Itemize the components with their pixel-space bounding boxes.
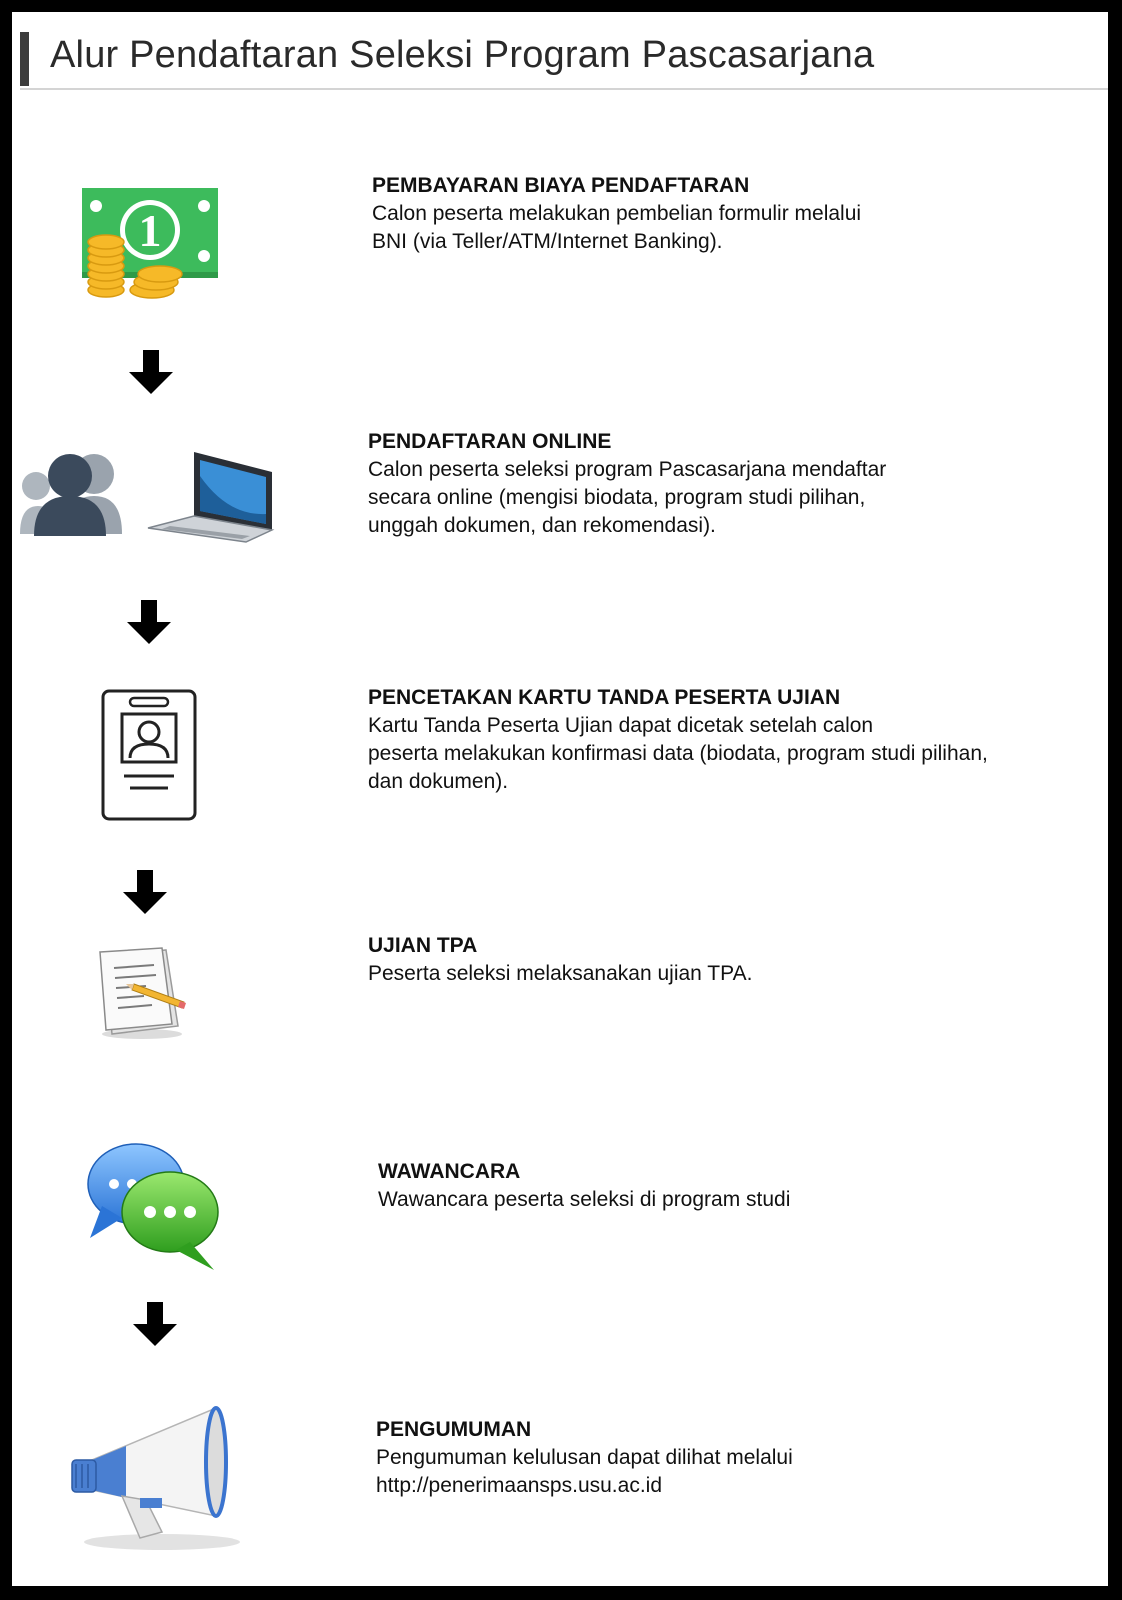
step-payment [372,172,1092,256]
step-description: Calon peserta melakukan pembelian formulir melalui BNI (via Teller/ATM/Internet Banking). [372,202,862,253]
step-title: PENGUMUMAN [376,1418,532,1441]
step-online-registration [368,428,1088,540]
step-print-card [368,684,1088,796]
step-tpa-exam [368,932,1088,988]
header-accent-bar [20,32,29,86]
page-title: Alur Pendaftaran Seleksi Program Pascasarjana [50,34,875,76]
megaphone-icon [66,1404,246,1552]
users-laptop-icon [20,446,280,546]
chat-bubbles-icon [84,1140,222,1272]
id-card-icon [100,688,200,824]
step-description: Wawancara peserta seleksi di program studi [378,1188,791,1211]
svg-text:1: 1 [138,205,162,256]
step-title: WAWANCARA [378,1160,521,1183]
down-arrow-icon [122,870,168,916]
step-description: Kartu Tanda Peserta Ujian dapat dicetak setelah calon peserta melakukan konfirmasi data (biodata, program studi pilihan, dan dokumen). [368,714,988,793]
down-arrow-icon [126,600,172,646]
step-interview [378,1158,1098,1214]
down-arrow-icon [132,1302,178,1348]
page-header [20,32,1108,90]
step-title: PENDAFTARAN ONLINE [368,430,612,453]
step-description: Pengumuman kelulusan dapat dilihat melalui http://penerimaansps.usu.ac.id [376,1446,793,1497]
step-announcement [376,1416,1096,1500]
down-arrow-icon [128,350,174,396]
step-title: PEMBAYARAN BIAYA PENDAFTARAN [372,174,750,197]
step-title: PENCETAKAN KARTU TANDA PESERTA UJIAN [368,686,841,709]
step-description: Peserta seleksi melaksanakan ujian TPA. [368,962,753,985]
money-icon [76,180,226,305]
step-title: UJIAN TPA [368,934,478,957]
step-description: Calon peserta seleksi program Pascasarjana mendaftar secara online (mengisi biodata, program studi pilihan, unggah dokumen, dan rekomendasi). [368,458,887,537]
exam-paper-icon [94,946,194,1042]
